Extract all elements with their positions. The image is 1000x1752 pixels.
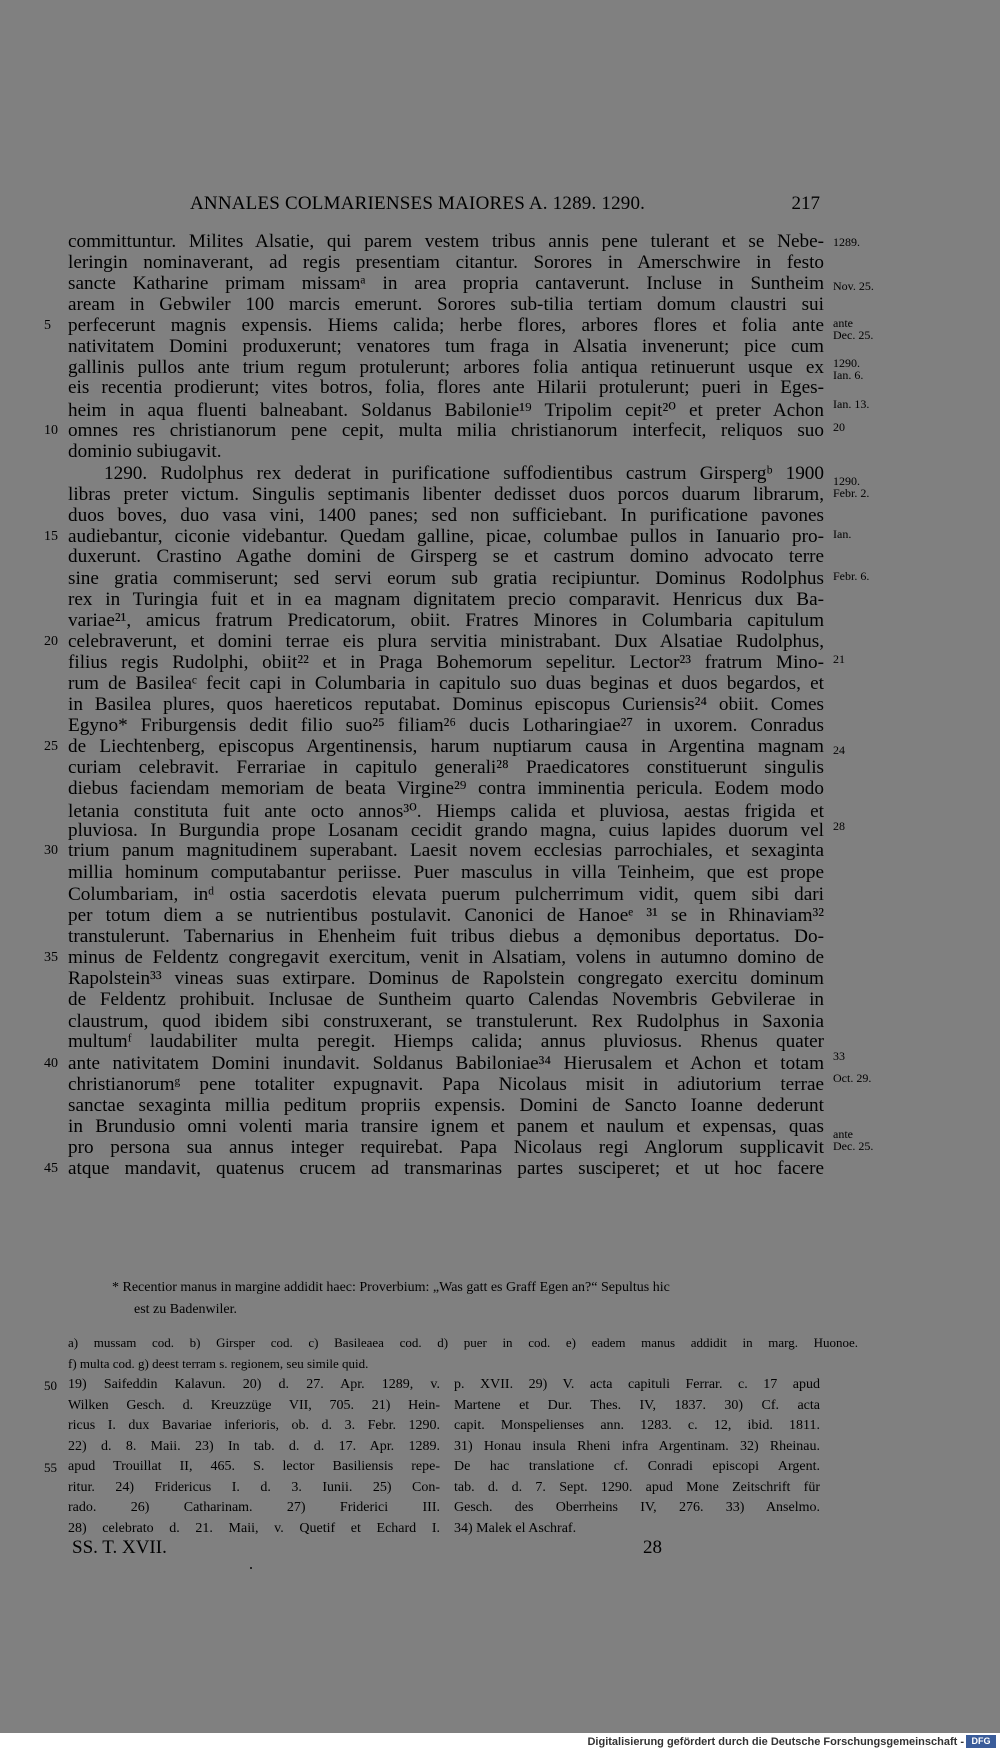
running-head-title: ANNALES COLMARIENSES MAIORES A. 1289. 1290. xyxy=(190,193,646,214)
digitization-credit: Digitalisierung gefördert durch die Deutsche Forschungsgemeinschaft - xyxy=(587,1736,964,1748)
margin-note-text: Oct. 29. xyxy=(833,1071,872,1085)
text-line: ante nativitatem Domini inundavit. Soldanus Babiloniae³⁴ Hierusalem et Achon et totam xyxy=(68,1053,824,1074)
text-line: transtulerunt. Tabernarius in Ehenheim fuit tribus diebus a dẹmonibus deportatus. Do- xyxy=(68,926,824,947)
footnote-line-number: 55 xyxy=(44,1460,57,1475)
margin-note-text: Dec. 25. xyxy=(833,328,874,342)
line-number: 20 xyxy=(44,634,58,649)
sheet-number: 28 xyxy=(643,1537,662,1558)
line-number: 15 xyxy=(44,529,58,544)
text-line: variae²¹, amicus fratrum Predicatorum, obiit. Fratres Minores in Columbaria capitulum xyxy=(68,610,824,631)
margin-note-text: Ian. 6. xyxy=(833,368,864,382)
margin-note-text: ante xyxy=(833,316,853,330)
margin-note-text: Ian. 13. xyxy=(833,397,870,411)
footnote-line-right: 34) Malek el Aschraf. xyxy=(454,1520,577,1536)
line-number: 25 xyxy=(44,739,58,754)
margin-note xyxy=(833,421,845,433)
margin-note xyxy=(833,653,845,665)
footnote-line-left: rado. 26) Catharinam. 27) Friderici III. xyxy=(68,1500,440,1515)
text-line: duxerunt. Crastino Agathe domini de Girsperg se et castrum domino advocato terre xyxy=(68,546,824,567)
margin-note-text: 28 xyxy=(833,819,845,833)
line-number: 45 xyxy=(44,1161,58,1176)
text-line: omnes res christianorum pene cepit, multa milia christianorum interfecit, reliquos suo xyxy=(68,420,824,441)
footnote-line-number: 50 xyxy=(44,1378,57,1393)
star-note-line-1: * Recentior manus in margine addidit haec: Proverbium: „Was gatt es Graff Egen an?“ Sepultus hic xyxy=(112,1280,670,1295)
footnote-line-left: ricus I. dux Bavariae inferioris, ob. d. 3. Febr. 1290. xyxy=(68,1418,440,1433)
text-line: Egyno* Friburgensis dedit filio suo²⁵ filiam²⁶ ducis Lotharingiae²⁷ in uxorem. Conradus xyxy=(68,715,824,736)
text-line: curiam celebravit. Ferrariae in capitulo generali²⁸ Praedicatores constituerunt singulis xyxy=(68,757,824,778)
margin-note-text: Ian. xyxy=(833,527,852,541)
margin-note-text: 1290. xyxy=(833,474,860,488)
text-line: gallinis pullos ante trium regum protulerunt; arbores folia antiqua retinuerunt usque ex xyxy=(68,357,824,378)
text-line: nativitatem Domini produxerunt; venatores tum fraga in Alsatia invenerunt; pice cum xyxy=(68,336,824,357)
text-line: pro persona sua annus integer requirebat. Papa Nicolaus regi Anglorum supplicavit xyxy=(68,1137,824,1158)
line-number: 10 xyxy=(44,423,58,438)
margin-note-text: 21 xyxy=(833,652,845,666)
text-line: audiebantur, ciconie videbantur. Quedam galline, picae, columbae pullos in Ianuario pro- xyxy=(68,526,824,547)
footnote-line-right: Gesch. des Oberrheins IV, 276. 33) Anselmo. xyxy=(454,1500,820,1515)
text-line: pluviosa. In Burgundia prope Losanam cecidit grando magna, cuius lapides duorum vel xyxy=(68,820,824,841)
footnote-line-right: De hac translatione cf. Conradi episcopi Argent. xyxy=(454,1459,820,1474)
text-line: christianorumᵍ pene totaliter expugnavit. Papa Nicolaus misit in adiutorium terrae xyxy=(68,1074,824,1095)
dfg-logo: DFG xyxy=(966,1735,996,1748)
footnote-line-left: 19) Saifeddin Kalavun. 20) d. 27. Apr. 1289, v. xyxy=(68,1377,440,1392)
footnote-line-left: 22) d. 8. Maii. 23) In tab. d. d. 17. Apr. 1289. xyxy=(68,1438,440,1454)
margin-note xyxy=(833,1128,873,1152)
margin-note-text: 33 xyxy=(833,1049,845,1063)
page-number: 217 xyxy=(791,193,820,214)
footnote-line-left: apud Trouillat II, 465. S. lector Basiliensis repe- xyxy=(68,1459,440,1474)
text-line: diebus faciendam memoriam de beata Virgine²⁹ contra imminentia pericula. Eodem modo xyxy=(68,778,824,799)
text-line: in Basilea plures, quos haereticos reputabat. Dominus episcopus Curiensis²⁴ obiit. Comes xyxy=(68,694,824,715)
line-number: 30 xyxy=(44,843,58,858)
margin-note xyxy=(833,820,845,832)
text-line: millia hominum computabantur periisse. Puer masculus in villa Teinheim, que est prope xyxy=(68,862,824,883)
text-line: trium panum magnitudinem superabant. Laesit novem ecclesias parrochiales, et sexaginta xyxy=(68,840,824,861)
text-line: letania constituta fuit ante octo annos³⁰. Hiemps calida et pluviosa, aestas frigida et xyxy=(68,801,824,822)
margin-note xyxy=(833,570,869,582)
footnote-line-left: ritur. 24) Fridericus I. d. 3. Iunii. 25) Con- xyxy=(68,1479,440,1495)
margin-note-text: 1289. xyxy=(833,235,860,249)
text-line: per totum diem a se nutrientibus postulavit. Canonici de Hanoeᵉ ³¹ se in Rhinaviam³² xyxy=(68,905,824,926)
margin-note-text: Febr. 2. xyxy=(833,486,870,500)
margin-note-text: Febr. 6. xyxy=(833,569,870,583)
text-line: in Brundusio omni volenti maria transire ignem et panem et naulum et expensas, quas xyxy=(68,1116,824,1137)
text-line: dominio subiugavit. xyxy=(68,441,222,462)
text-line: committuntur. Milites Alsatie, qui parem vestem tribus annis pene tulerant et se Nebe- xyxy=(68,231,824,252)
margin-note xyxy=(833,528,851,540)
text-line: Columbariam, inᵈ ostia sacerdotis elevata puerum pulcherrimum vidit, quem sibi dari xyxy=(68,884,824,905)
text-line: 1290. Rudolphus rex dederat in purificatione suffodientibus castrum Girspergᵇ 1900 xyxy=(104,463,824,484)
text-line: rex in Turingia fuit et in ea magnam dignitatem precio comparavit. Henricus dux Ba- xyxy=(68,589,824,610)
text-line: Rapolstein³³ vineas suas extirpare. Dominus de Rapolstein congregato exercitu dominum xyxy=(68,968,824,989)
margin-note-text: Nov. 25. xyxy=(833,279,874,293)
margin-note xyxy=(833,744,845,756)
margin-note xyxy=(833,317,873,341)
margin-note-text: 20 xyxy=(833,420,845,434)
text-line: aream in Gebwiler 100 marcis emerunt. Sorores sub-tilia tertiam domum claustri sui xyxy=(68,294,824,315)
text-line: de Liechtenberg, episcopus Argentinensis, harum nuptiarum causa in Argentina magnam xyxy=(68,736,824,757)
margin-note xyxy=(833,280,874,292)
line-number: 5 xyxy=(44,318,51,333)
apparatus-line: f) multa cod. g) deest terram s. regionem, seu simile quid. xyxy=(68,1356,369,1371)
apparatus-line: a) mussam cod. b) Girsper cod. c) Basileaea cod. d) puer in cod. e) eadem manus addidit in marg. Huonoe. xyxy=(68,1335,858,1350)
margin-note xyxy=(833,398,869,410)
margin-note-text: ante xyxy=(833,1127,853,1141)
text-line: leringin nominaverant, ad regis presentiam citantur. Sorores in Amerschwire in festo xyxy=(68,252,824,273)
footnote-line-right: Martene et Dur. Thes. IV, 1837. 30) Cf. acta xyxy=(454,1397,820,1413)
footnote-line-right: tab. d. d. 7. Sept. 1290. apud Mone Zeitschrift für xyxy=(454,1479,820,1495)
margin-note-text: Dec. 25. xyxy=(833,1139,874,1153)
text-line: libras preter victum. Singulis septimanis libenter dedisset duos porcos duarum librarum, xyxy=(68,484,824,505)
margin-note-text: 1290. xyxy=(833,356,860,370)
text-line: rum de Basileaᶜ fecit capi in Columbaria in capitulo suo duas beginas et duos begardos, et xyxy=(68,673,824,694)
text-line: sancte Katharine primam missamᵃ in area propria cantaverunt. Incluse in Suntheim xyxy=(68,273,824,294)
text-line: de Feldentz prohibuit. Inclusae de Suntheim quarto Calendas Novembris Gebvilerae in xyxy=(68,989,824,1010)
line-number: 40 xyxy=(44,1056,58,1071)
margin-note xyxy=(833,1072,871,1084)
margin-note xyxy=(833,475,869,499)
text-line: claustrum, quod ibidem sibi construxerant, se transtulerunt. Rex Rudolphus in Saxonia xyxy=(68,1011,824,1032)
ink-speck xyxy=(250,1567,252,1569)
margin-note-text: 24 xyxy=(833,743,845,757)
text-line: multumᶠ laudabiliter multa peregit. Hiemps calida; annus pluviosus. Rhenus quater xyxy=(68,1031,824,1052)
text-line: sine gratia commiserunt; sed servi eorum sub gratia recipiuntur. Dominus Rodolphus xyxy=(68,568,824,589)
text-line: atque mandavit, quatenus crucem ad transmarinas partes susciperet; et ut hoc facere xyxy=(68,1158,824,1179)
footnote-line-right: p. XVII. 29) V. acta capituli Ferrar. c. 17 apud xyxy=(454,1377,820,1392)
text-line: sanctae sexaginta millia peditum propriis expensis. Domini de Sancto Ioanne dederunt xyxy=(68,1095,824,1116)
signature-mark: SS. T. XVII. xyxy=(72,1537,167,1558)
margin-note xyxy=(833,357,863,381)
text-line: minus de Feldentz congregavit exercitum, venit in Alsatiam, volens in autumno domino de xyxy=(68,947,824,968)
margin-note xyxy=(833,236,860,248)
margin-note xyxy=(833,1050,845,1062)
star-note-line-2: est zu Badenwiler. xyxy=(134,1302,238,1317)
text-line: eis recentia prodierunt; vites botros, folia, flores ante Hilarii protulerunt; pueri in Eges- xyxy=(68,377,824,398)
text-line: duos boves, duo vasa vini, 1400 panes; sed non sufficiebant. In purificatione pavones xyxy=(68,505,824,526)
footnote-line-left: 28) celebrato d. 21. Maii, v. Quetif et Echard I. xyxy=(68,1520,440,1536)
line-number: 35 xyxy=(44,950,58,965)
footnote-line-right: 31) Honau insula Rheni infra Argentinam. 32) Rheinau. xyxy=(454,1438,820,1454)
text-line: perfecerunt magnis expensis. Hiems calida; herbe flores, arbores flores et folia ante xyxy=(68,315,824,336)
text-line: filius regis Rudolphi, obiit²² et in Praga Bohemorum sepelitur. Lector²³ fratrum Mino- xyxy=(68,652,824,673)
footnote-line-right: capit. Monspelienses ann. 1283. c. 12, ibid. 1811. xyxy=(454,1418,820,1433)
text-line: heim in aqua fluenti balneabant. Soldanus Babilonie¹⁹ Tripolim cepit²⁰ et preter Achon xyxy=(68,400,824,421)
footnote-line-left: Wilken Gesch. d. Kreuzzüge VII, 705. 21) Hein- xyxy=(68,1397,440,1413)
text-line: celebraverunt, et domini terrae eis plura servitia ministrabant. Dux Alsatiae Rudolphus, xyxy=(68,631,824,652)
